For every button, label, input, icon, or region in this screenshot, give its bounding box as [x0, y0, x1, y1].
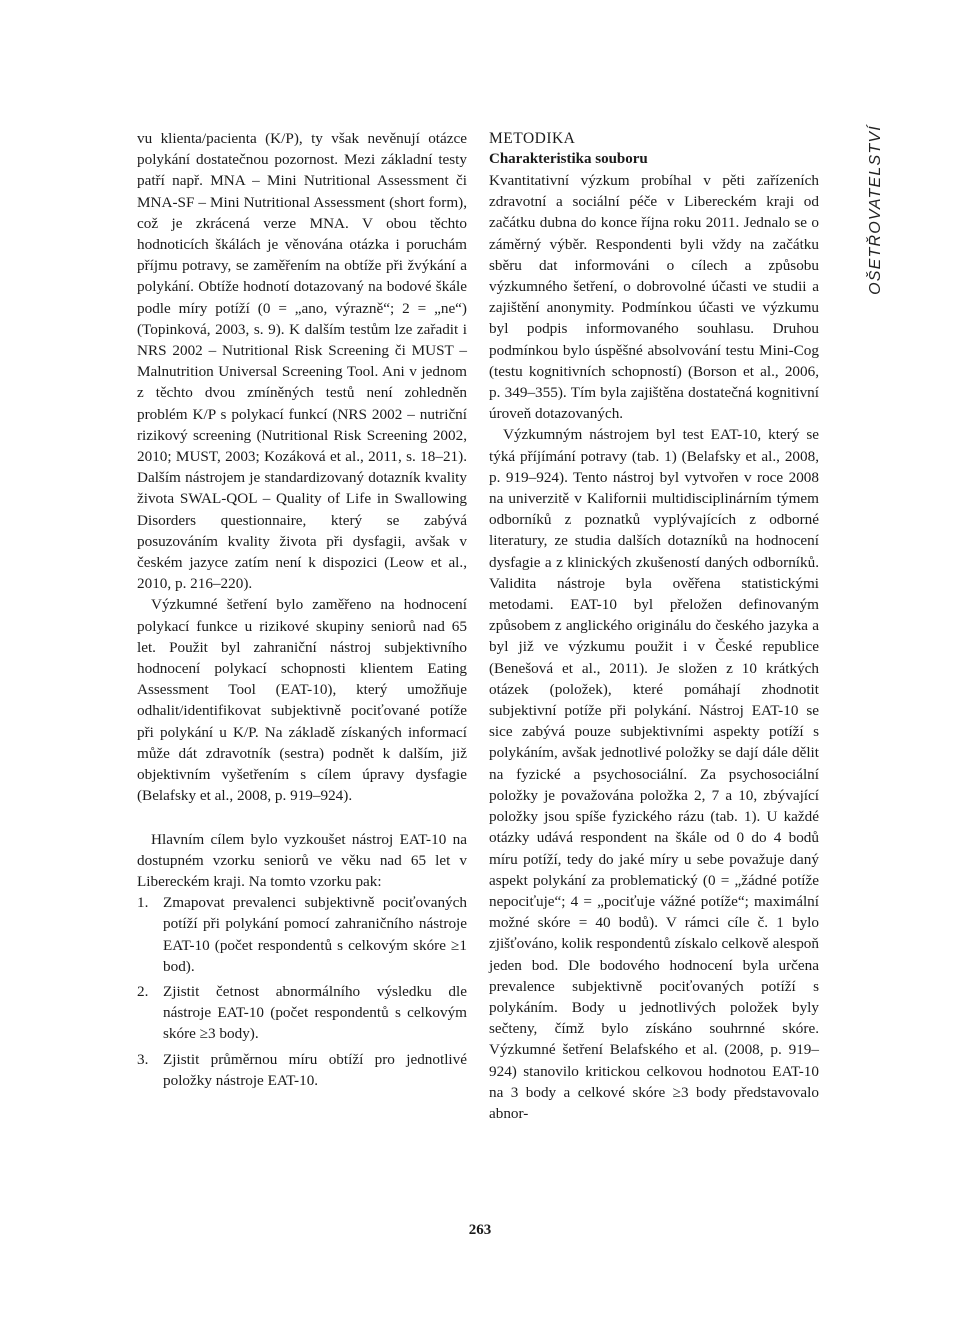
aims-intro-paragraph: Hlavním cílem bylo vyzkoušet nástroj EAT-10 na dostupném vzorku seniorů ve věku nad 65 let v Libereckém kraji. Na tomto vzorku pak: [137, 830, 467, 890]
aims-list-item [137, 981, 467, 1045]
page-number: 263 [468, 1222, 492, 1238]
section-label-vertical [861, 125, 891, 295]
aims-item-number: 1. [137, 894, 149, 912]
aims-list-item [137, 1049, 467, 1091]
aims-item-number: 2. [137, 982, 149, 1000]
aims-item-number: 3. [137, 1050, 149, 1068]
right-column [489, 128, 819, 1124]
aims-list [137, 892, 467, 1091]
subsection-heading: Charakteristika souboru [489, 151, 648, 167]
aims-item-text: Zjistit průměrnou míru obtíží pro jednotlivé položky nástroje EAT-10. [163, 1050, 467, 1089]
aims-item-text: Zjistit četnost abnormálního výsledku dle nástroje EAT-10 (počet respondentů s celkovým skóre ≥3 body). [163, 982, 467, 1043]
section-label-text: OŠETŘOVATELSTVÍ [867, 125, 884, 295]
left-paragraph-2: Výzkumné šetření bylo zaměřeno na hodnocení polykací funkce u rizikové skupiny seniorů nad 65 let. Použit byl zahraniční nástroj subjektivního hodnocení polykací schopnosti klientem Eating Assessment Tool (EAT-10), který umožňuje odhalit/identifikovat subjektivně pociťované potíže při polykání u K/P. Na základě získaných informací může dát zdravotník (sestra) podnět k dalším, již objektivním vyšetřením s cílem úpravy dysfagie (Belafsky et al., 2008, p. 919–924). [137, 596, 467, 805]
aims-list-item [137, 892, 467, 977]
right-paragraph-1: Kvantitativní výzkum probíhal v pěti zařízeních zdravotní a sociální péče v Libereckém kraji od začátku dubna do konce října roku 2011. Jednalo se o záměrný výběr. Respondenti byli vždy na začátku sběru dat informováni o cílech a způsobu výzkumného šetření, o dobrovolné účasti ve studii a zajištění anonymity. Podmínkou účasti ve výzkumu byl podpis informovaného souhlasu. Druhou podmínkou bylo úspěšné absolvování testu Mini-Cog (testu kognitivních schopností) (Borson et al., 2006, p. 349–355). Tím byla zajištěna dostatečná kognitivní úroveň dotazovaných. [489, 172, 819, 423]
left-column [137, 128, 467, 1095]
aims-item-text: Zmapovat prevalenci subjektivně pociťovaných potíží při polykání pomocí zahraničního nástroje EAT-10 (počet respondentů s celkovým skóre ≥1 bod). [163, 894, 467, 975]
left-paragraph-1: vu klienta/pacienta (K/P), ty však nevěnují otázce polykání dostatečnou pozornost. Mezi základní testy patří např. MNA – Mini Nutritional Assessment či MNA-SF – Mini Nutritional Assessment (short form), což je zkrácená verze MNA. V obou těchto hodnoticích škálách je věnována otázka i poruchám příjmu potravy, se zaměřením na obtíže při žvýkání a polykání. Obtíže hodnotí dotazovaný na bodové škále podle míry potíží (0 = „ano, výrazně“; 2 = „ne“) (Topinková, 2003, s. 9). K dalším testům lze zařadit i NRS 2002 – Nutritional Risk Screening či MUST – Malnutrition Universal Screening Tool. Ani v jednom z těchto dvou zmíněných testů není zohledněn problém K/P s polykací funkcí (NRS 2002 – nutriční rizikový screening (Nutritional Risk Screening 2002, 2010; MUST, 2003; Kozáková et al., 2011, s. 18–21). Dalším nástrojem je standardizovaný dotazník kvality života SWAL-QOL – Quality of Life in Swallowing Disorders questionnaire, který se zabývá posuzováním kvality života při dysfagii, avšak v českém jazyce zatím není k dispozici (Leow et al., 2010, p. 216–220). [137, 130, 467, 593]
right-paragraph-2: Výzkumným nástrojem byl test EAT-10, který se týká příjímání potravy (tab. 1) (Belafsky et al., 2008, p. 919–924). Tento nástroj byl vytvořen v roce 2008 na univerzitě v Kalifornii multidisciplinárním týmem odborníků z poznatků vyplývajících z odborné literatury, ze studia dalších dotazníků na hodnocení dysfagie a z klinických zkušeností daných odborníků. Validita nástroje byla ověřena statistickými metodami. EAT-10 byl přeložen definovaným způsobem z anglického originálu do českého jazyka a byl již ve výzkumu použit i v České republice (Benešová et al., 2011). Je složen z 10 krátkých otázek (položek), které pomáhají zhodnotit subjektivní potíže při polykání. Nástroj EAT-10 se sice zabývá pouze subjektivními aspekty potíží s polykáním, avšak jednotlivé položky se dají dále dělit na fyzické a psychosociální. Za psychosociální položky je považována položka 2, 7 a 10, zbývající položky jsou spíše fyzického rázu (tab. 1). U každé otázky udává respondent na škále od 0 do 4 bodů míru potíží, tedy do jaké míry u sebe považuje daný aspekt polykání za problematický (0 = „žádné potíže nepociťuje“; 4 = „pociťuje vážné potíže“; maximální možné skóre = 40 bodů). V rámci cíle č. 1 bylo zjišťováno, kolik respondentů získalo celkově alespoň jeden bod. Dle bodového hodnocení byla určena prevalence subjektivně pociťovaných potíží s polykáním. Body u jednotlivých položek byly sečteny, čímž bylo získáno souhrnné skóre. Výzkumné šetření Belafského et al. (2008, p. 919–924) stanovilo kritickou celkovou hodnotou EAT-10 na 3 body a celkové skóre ≥3 body představovalo abnor- [489, 426, 819, 1122]
section-heading: METODIKA [489, 130, 576, 147]
